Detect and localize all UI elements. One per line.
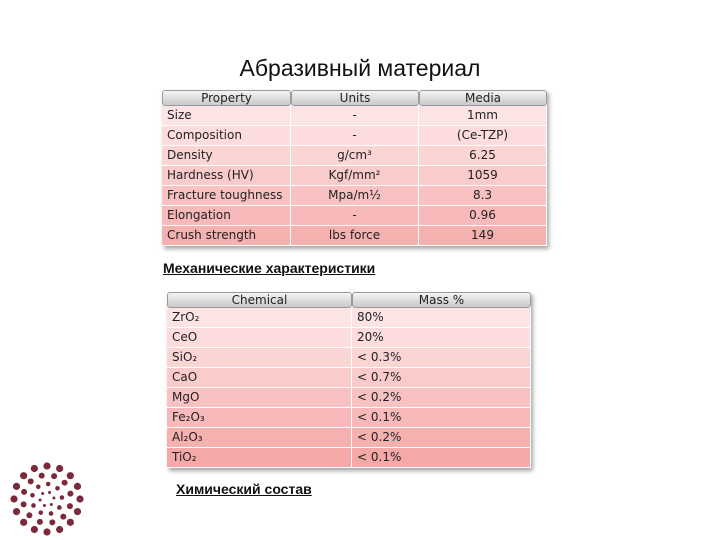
cell-chemical: CaO <box>167 368 352 388</box>
logo-dot <box>39 473 45 479</box>
logo-dot <box>51 473 57 479</box>
mechanical-table-wrap <box>162 90 547 246</box>
logo-dot <box>67 472 74 479</box>
logo-dot <box>21 489 27 495</box>
logo-dot <box>67 491 73 497</box>
logo-dot <box>31 503 36 508</box>
cell-mass: < 0.1% <box>352 448 531 468</box>
page-title: Абразивный материал <box>239 55 481 81</box>
table-row <box>167 368 531 388</box>
table-row <box>167 428 531 448</box>
cell-media: 149 <box>419 226 547 246</box>
table-row <box>167 448 531 468</box>
table-row <box>162 206 547 226</box>
cell-units: Mpa/m½ <box>291 186 419 206</box>
cell-mass: < 0.1% <box>352 408 531 428</box>
cell-mass: < 0.7% <box>352 368 531 388</box>
cell-media: 8.3 <box>419 186 547 206</box>
header-media: Media <box>419 90 547 106</box>
logo-dot <box>10 495 17 502</box>
logo-dot <box>26 512 32 518</box>
table-row <box>162 166 547 186</box>
cell-property: Density <box>162 146 291 166</box>
chemical-composition-table <box>167 292 531 468</box>
table-row <box>167 388 531 408</box>
cell-mass: 80% <box>352 308 531 328</box>
table-row <box>167 408 531 428</box>
cell-chemical: Al₂O₃ <box>167 428 352 448</box>
logo-dot <box>50 503 53 506</box>
cell-media: (Ce-TZP) <box>419 126 547 146</box>
logo-dot <box>74 483 81 490</box>
header-mass: Mass % <box>352 292 531 308</box>
logo-dot <box>28 478 34 484</box>
logo-dot <box>48 491 51 494</box>
table-row <box>162 186 547 206</box>
table-row <box>162 146 547 166</box>
cell-units: g/cm³ <box>291 146 419 166</box>
logo-dot <box>56 526 63 533</box>
cell-mass: < 0.2% <box>352 388 531 408</box>
cell-media: 0.96 <box>419 206 547 226</box>
logo-dot <box>67 519 74 526</box>
cell-units: - <box>291 106 419 126</box>
cell-units: - <box>291 126 419 146</box>
logo-dot <box>57 505 62 510</box>
table-header-row <box>167 292 531 308</box>
cell-chemical: ZrO₂ <box>167 308 352 328</box>
logo-dots <box>10 462 83 535</box>
header-property: Property <box>162 90 291 106</box>
chemical-table-wrap <box>167 292 531 468</box>
cell-property: Fracture toughness <box>162 186 291 206</box>
logo-dot <box>43 504 46 507</box>
logo-dot <box>43 462 50 469</box>
logo-dot <box>39 510 44 515</box>
cell-units: Kgf/mm² <box>291 166 419 186</box>
logo-dot <box>55 486 60 491</box>
cell-property: Hardness (HV) <box>162 166 291 186</box>
table-row <box>167 308 531 328</box>
table-row <box>167 348 531 368</box>
logo-dot <box>60 514 66 520</box>
chemical-caption: Химический состав <box>176 481 312 497</box>
header-chemical: Chemical <box>167 292 352 308</box>
logo-dot <box>67 503 73 509</box>
cell-property: Elongation <box>162 206 291 226</box>
logo-dot <box>30 493 35 498</box>
logo-dot <box>43 528 50 535</box>
header-units: Units <box>291 90 419 106</box>
logo-dot <box>36 485 41 490</box>
cell-chemical: CeO <box>167 328 352 348</box>
table-row <box>162 126 547 146</box>
logo-dot <box>62 480 68 486</box>
logo-dot <box>39 499 42 502</box>
table-row <box>162 106 547 126</box>
cell-media: 6.25 <box>419 146 547 166</box>
table-row <box>167 328 531 348</box>
logo-dot <box>52 496 55 499</box>
cell-chemical: Fe₂O₃ <box>167 408 352 428</box>
cell-chemical: TiO₂ <box>167 448 352 468</box>
logo-dot <box>56 465 63 472</box>
logo-dot <box>76 495 83 502</box>
logo-dot <box>74 508 81 515</box>
cell-chemical: SiO₂ <box>167 348 352 368</box>
mechanical-properties-table <box>162 90 547 246</box>
cell-units: lbs force <box>291 226 419 246</box>
cell-mass: < 0.3% <box>352 348 531 368</box>
logo-dot <box>20 519 27 526</box>
cell-property: Composition <box>162 126 291 146</box>
logo-dot <box>13 508 20 515</box>
logo-dot <box>20 472 27 479</box>
logo-dot <box>49 511 54 516</box>
cell-media: 1059 <box>419 166 547 186</box>
logo-dot <box>13 483 20 490</box>
cell-chemical: MgO <box>167 388 352 408</box>
table-header-row <box>162 90 547 106</box>
cell-mass: < 0.2% <box>352 428 531 448</box>
dotted-circle-logo-icon <box>10 462 84 536</box>
cell-property: Size <box>162 106 291 126</box>
logo-dot <box>37 519 43 525</box>
logo-dot <box>31 526 38 533</box>
cell-media: 1mm <box>419 106 547 126</box>
logo-dot <box>21 501 27 507</box>
cell-mass: 20% <box>352 328 531 348</box>
logo-dot <box>49 519 55 525</box>
table-row <box>162 226 547 246</box>
logo-dot <box>46 482 51 487</box>
cell-property: Crush strength <box>162 226 291 246</box>
logo-dot <box>31 465 38 472</box>
logo-dot <box>60 495 65 500</box>
cell-units: - <box>291 206 419 226</box>
logo-dot <box>41 492 44 495</box>
mechanical-caption: Механические характеристики <box>163 260 376 276</box>
